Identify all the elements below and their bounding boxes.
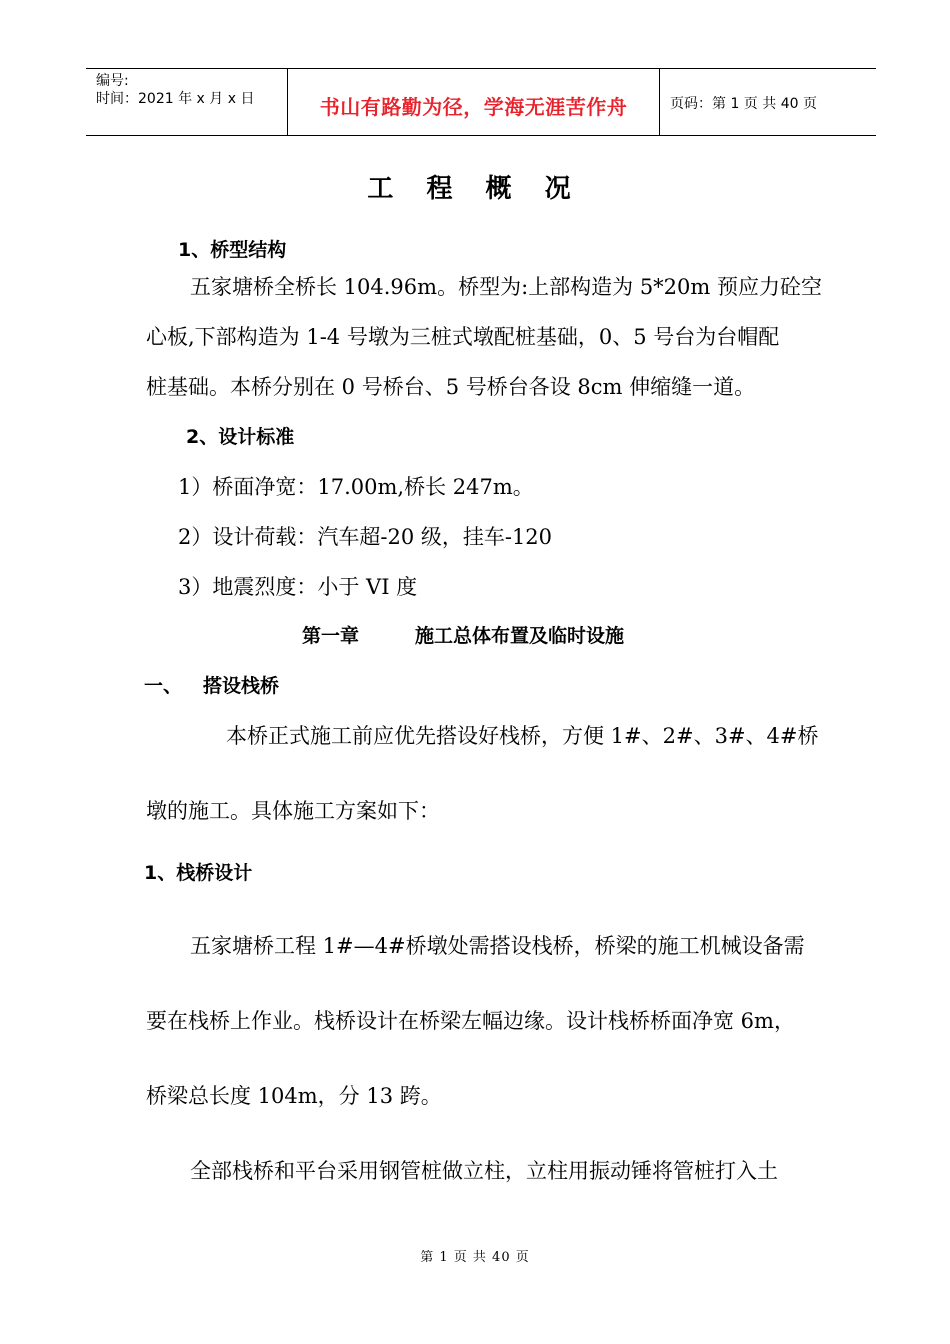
part-line: 墩的施工。具体施工方案如下： (146, 799, 440, 823)
header-page-cell (660, 69, 876, 135)
chapter-number: 第一章 (302, 625, 360, 647)
subsection-heading: 1、栈桥设计 (144, 862, 253, 884)
standard-item: 3）地震烈度：小于 VI 度 (178, 575, 418, 599)
header-page-label: 页码：第 1 页 共 40 页 (670, 96, 817, 112)
design-line: 全部栈桥和平台采用钢管桩做立柱，立柱用振动锤将管桩打入土 (190, 1159, 778, 1183)
header-meta-cell (86, 69, 288, 135)
document-number-label: 编号: (96, 73, 129, 89)
page-footer: 第 1 页 共 40 页 (420, 1250, 530, 1265)
header-motto: 书山有路勤为径，学海无涯苦作舟 (319, 94, 628, 119)
design-line: 五家塘桥工程 1#—4#桥墩处需搭设栈桥，桥梁的施工机械设备需 (190, 934, 805, 958)
section1-line: 桩基础。本桥分别在 0 号桥台、5 号桥台各设 8cm 伸缩缝一道。 (146, 375, 756, 399)
standard-item: 2）设计荷载：汽车超-20 级，挂车-120 (178, 525, 553, 549)
part-line: 本桥正式施工前应优先搭设好栈桥，方便 1#、2#、3#、4#桥 (226, 724, 819, 748)
section1-line: 心板,下部构造为 1-4 号墩为三桩式墩配桩基础，0、5 号台为台帽配 (146, 325, 780, 349)
standard-item: 1）桥面净宽：17.00m,桥长 247m。 (178, 475, 534, 499)
design-line: 要在栈桥上作业。栈桥设计在桥梁左幅边缘。设计栈桥桥面净宽 6m， (146, 1009, 795, 1033)
document-time-label: 时间：2021 年 x 月 x 日 (96, 91, 255, 107)
page-header (86, 68, 876, 136)
section2-heading: 2、设计标准 (186, 426, 295, 448)
part-title: 搭设栈桥 (203, 675, 280, 697)
document-title: 工 程 概 况 (367, 174, 583, 204)
section1-heading: 1、桥型结构 (178, 239, 287, 261)
part-number: 一、 (144, 675, 183, 697)
header-motto-cell (288, 69, 660, 135)
chapter-title: 施工总体布置及临时设施 (415, 625, 625, 647)
section1-line: 五家塘桥全桥长 104.96m。桥型为:上部构造为 5*20m 预应力砼空 (190, 275, 822, 299)
design-line: 桥梁总长度 104m，分 13 跨。 (146, 1084, 442, 1108)
